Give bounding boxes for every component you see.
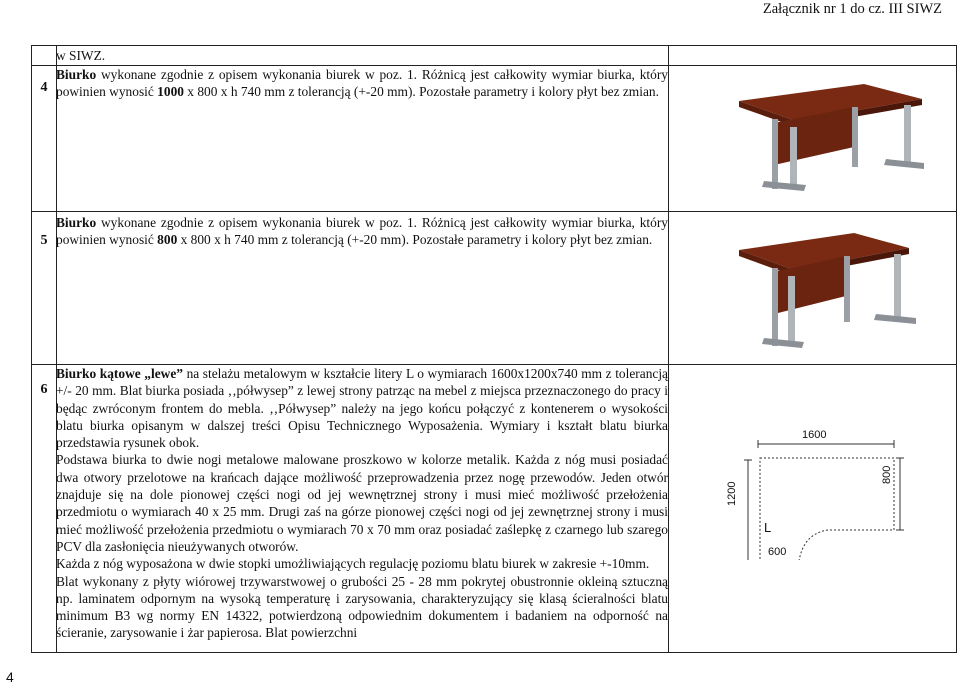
description-text: Podstawa biurka to dwie nogi metalowe malowane proszkowo w kolorze metalik. Każda z nóg musi posiadać dwa otwory przelotowe na krańcach dające możliwość przeprowadzenia przez nogę przewodów. Jeden otwór znajduje się na dole pionowej części nogi od jej wewnętrznej strony i musi mieć możliwość przełożenia przedmiotu o wymiarach 40 x 25 mm. Drugi zaś na górze pionowej części nogi od jej zewnętrznej strony i musi mieć możliwość przełożenia przedmiotu o wymiarach 70 x 70 mm oraz posiadać zaślepkę z czarnego lub szarego PCV dla zasłonięcia nieużywanych otworów. — [56, 452, 668, 554]
description-text: na stelażu metalowym w kształcie litery L o wymiarach 1600x1200x740 mm z tolerancją +/- 20 mm. Blat biurka posiada ‚‚półwysep” z lewej strony patrząc na mebel z miejsca przeznaczonego do pracy i będąc zwróconym frontem do mebla. ‚‚Półwysep” należy na jego końcu połączyć z kontenerem o wysokości blatu biurka opisanym w dalszej treści Opisu Technicznego Wyposażenia. Wymiary i kształt blatu biurka przedstawia rysunek obok. — [56, 366, 668, 451]
row-number: 6 — [40, 382, 48, 397]
desk-icon — [734, 228, 924, 353]
dimension-label-bottom: 600 — [768, 546, 787, 558]
dimension-label-top: 1600 — [802, 429, 827, 441]
item-name: Biurko kątowe „lewe” — [56, 366, 183, 381]
width-value: 1000 — [157, 84, 184, 100]
attachment-header: Załącznik nr 1 do cz. III SIWZ — [762, 1, 942, 17]
desk-shape-drawing — [724, 430, 904, 560]
item-name: Biurko — [56, 67, 97, 82]
description-text: wykonane zgodnie z opisem wykonania biurek w poz. 1. Różnicą jest całkowity wymiar biurka, który powinien wynosić — [56, 67, 668, 100]
description-text: x 800 x h 740 mm z tolerancją (+-20 mm). Pozostałe parametry i kolory płyt bez zmian. — [183, 84, 659, 100]
item-name: Biurko — [56, 215, 97, 230]
row-4-description — [56, 66, 668, 101]
specification-table — [31, 45, 957, 653]
row-6-description — [56, 365, 668, 642]
description-text: Każda z nóg wyposażona w dwie stopki umożliwiających regulację poziomu blatu biurek w zakresie +-10mm. — [56, 556, 650, 572]
dimension-label-right: 800 — [881, 465, 893, 484]
row-divider — [32, 211, 956, 212]
description-text: Blat wykonany z płyty wiórowej trzywarstwowej o grubości 25 - 28 mm pokrytej obustronnie okleiną sztuczną np. laminatem odpornym na wysoką temperaturę i zarysowania, charakteryzujący się klasą ścieralności blatu minimum B3 wg normy EN 14322, potwierdzoną odpowiednim dokumentem i badaniem na odporność na ścieranie, zarysowanie i żar papierosa. Blat powierzchni — [56, 573, 668, 641]
row-5-description — [56, 214, 668, 249]
width-value: 800 — [157, 232, 178, 248]
page-number: 4 — [6, 669, 14, 685]
continuation-text: w SIWZ. — [56, 48, 106, 63]
shape-label: L — [764, 520, 772, 535]
desk-icon — [734, 79, 924, 194]
dimension-label-left: 1200 — [726, 481, 738, 506]
description-text: x 800 x h 740 mm z tolerancją (+-20 mm). Pozostałe parametry i kolory płyt bez zmian. — [177, 232, 653, 248]
row-number: 5 — [40, 233, 48, 248]
row-number: 4 — [40, 80, 48, 95]
description-text: wykonane zgodnie z opisem wykonania biurek w poz. 1. Różnicą jest całkowity wymiar biurka, który powinien wynosić — [56, 215, 668, 248]
column-divider — [668, 46, 669, 652]
